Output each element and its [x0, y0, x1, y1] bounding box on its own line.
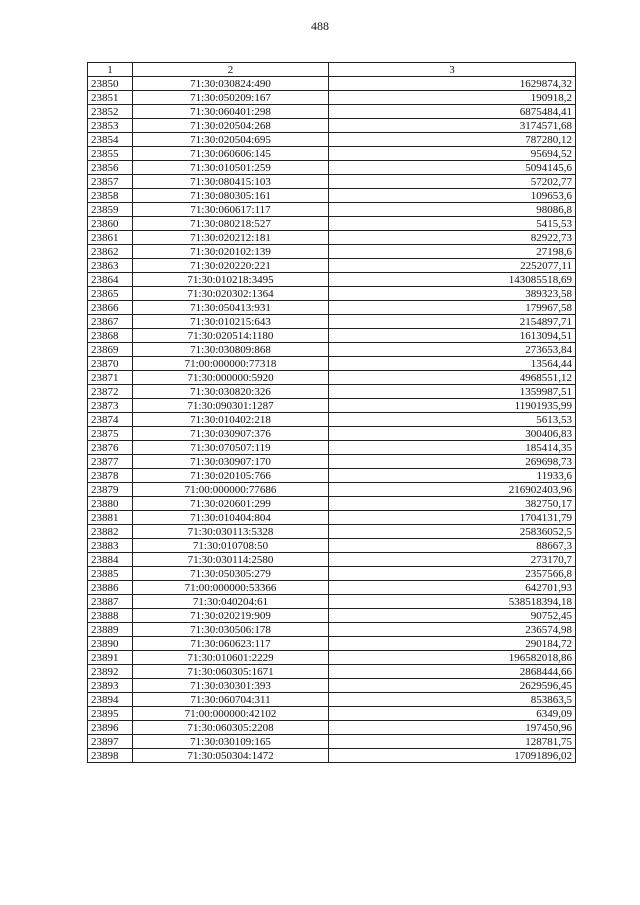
cadastral-value-cell: 82922,73	[329, 231, 576, 245]
cadastral-number-cell: 71:30:060305:2208	[133, 721, 329, 735]
cadastral-number-cell: 71:30:030907:376	[133, 427, 329, 441]
cadastral-number-cell: 71:30:090301:1287	[133, 399, 329, 413]
cadastral-value-cell: 273170,7	[329, 553, 576, 567]
cadastral-value-cell: 290184,72	[329, 637, 576, 651]
table-row	[88, 483, 576, 497]
cadastral-number-cell: 71:30:030824:490	[133, 77, 329, 91]
cadastral-number-cell: 71:00:000000:77686	[133, 483, 329, 497]
cadastral-value-cell: 196582018,86	[329, 651, 576, 665]
row-number-cell: 23888	[88, 609, 133, 623]
row-number-cell: 23889	[88, 623, 133, 637]
cadastral-number-cell: 71:30:050209:167	[133, 91, 329, 105]
table-row	[88, 749, 576, 763]
cadastral-number-cell: 71:30:010218:3495	[133, 273, 329, 287]
cadastral-number-cell: 71:30:080415:103	[133, 175, 329, 189]
table-row	[88, 413, 576, 427]
row-number-cell: 23876	[88, 441, 133, 455]
table-row	[88, 455, 576, 469]
row-number-cell: 23886	[88, 581, 133, 595]
cadastral-value-cell: 389323,58	[329, 287, 576, 301]
row-number-cell: 23855	[88, 147, 133, 161]
cadastral-value-cell: 25836052,5	[329, 525, 576, 539]
cadastral-number-cell: 71:30:020219:909	[133, 609, 329, 623]
table-row	[88, 175, 576, 189]
cadastral-value-cell: 185414,35	[329, 441, 576, 455]
row-number-cell: 23868	[88, 329, 133, 343]
cadastral-value-cell: 143085518,69	[329, 273, 576, 287]
table-row	[88, 77, 576, 91]
cadastral-number-cell: 71:30:020514:1180	[133, 329, 329, 343]
row-number-cell: 23867	[88, 315, 133, 329]
row-number-cell: 23879	[88, 483, 133, 497]
cadastral-value-cell: 2868444,66	[329, 665, 576, 679]
cadastral-value-cell: 1359987,51	[329, 385, 576, 399]
row-number-cell: 23856	[88, 161, 133, 175]
row-number-cell: 23884	[88, 553, 133, 567]
cadastral-number-cell: 71:30:030113:5328	[133, 525, 329, 539]
cadastral-number-cell: 71:30:050304:1472	[133, 749, 329, 763]
cadastral-number-cell: 71:30:020302:1364	[133, 287, 329, 301]
cadastral-value-cell: 300406,83	[329, 427, 576, 441]
cadastral-value-cell: 6875484,41	[329, 105, 576, 119]
cadastral-value-cell: 5415,53	[329, 217, 576, 231]
table-row	[88, 245, 576, 259]
table-row	[88, 427, 576, 441]
cadastral-value-cell: 11933,6	[329, 469, 576, 483]
cadastral-value-cell: 128781,75	[329, 735, 576, 749]
row-number-cell: 23864	[88, 273, 133, 287]
row-number-cell: 23852	[88, 105, 133, 119]
table-row	[88, 231, 576, 245]
page-number: 488	[311, 19, 329, 33]
table-row	[88, 525, 576, 539]
table-row	[88, 665, 576, 679]
cadastral-value-cell: 179967,58	[329, 301, 576, 315]
row-number-cell: 23873	[88, 399, 133, 413]
cadastral-number-cell: 71:30:080218:527	[133, 217, 329, 231]
cadastral-number-cell: 71:30:010601:2229	[133, 651, 329, 665]
cadastral-number-cell: 71:30:060623:117	[133, 637, 329, 651]
row-number-cell: 23882	[88, 525, 133, 539]
row-number-cell: 23871	[88, 371, 133, 385]
table-row	[88, 637, 576, 651]
cadastral-number-cell: 71:30:030820:326	[133, 385, 329, 399]
cadastral-value-cell: 2629596,45	[329, 679, 576, 693]
table-row	[88, 735, 576, 749]
cadastral-value-cell: 98086,8	[329, 203, 576, 217]
table-row	[88, 315, 576, 329]
cadastral-number-cell: 71:30:080305:161	[133, 189, 329, 203]
cadastral-number-cell: 71:30:020504:695	[133, 133, 329, 147]
table-row	[88, 105, 576, 119]
cadastral-value-cell: 216902403,96	[329, 483, 576, 497]
cadastral-number-cell: 71:30:000000:5920	[133, 371, 329, 385]
table-row	[88, 581, 576, 595]
table-row	[88, 147, 576, 161]
cadastral-number-cell: 71:30:020601:299	[133, 497, 329, 511]
cadastral-number-cell: 71:30:010501:259	[133, 161, 329, 175]
row-number-cell: 23859	[88, 203, 133, 217]
row-number-cell: 23853	[88, 119, 133, 133]
cadastral-number-cell: 71:30:030506:178	[133, 623, 329, 637]
table-row	[88, 91, 576, 105]
table-row	[88, 399, 576, 413]
cadastral-value-cell: 382750,17	[329, 497, 576, 511]
row-number-cell: 23850	[88, 77, 133, 91]
cadastral-number-cell: 71:30:010402:218	[133, 413, 329, 427]
cadastral-value-cell: 27198,6	[329, 245, 576, 259]
cadastral-value-cell: 13564,44	[329, 357, 576, 371]
table-row	[88, 567, 576, 581]
table-row	[88, 301, 576, 315]
row-number-cell: 23877	[88, 455, 133, 469]
cadastral-value-cell: 236574,98	[329, 623, 576, 637]
cadastral-number-cell: 71:30:060617:117	[133, 203, 329, 217]
cadastral-number-cell: 71:30:010404:804	[133, 511, 329, 525]
cadastral-value-cell: 5613,53	[329, 413, 576, 427]
row-number-cell: 23865	[88, 287, 133, 301]
row-number-cell: 23861	[88, 231, 133, 245]
row-number-cell: 23894	[88, 693, 133, 707]
row-number-cell: 23872	[88, 385, 133, 399]
cadastral-number-cell: 71:30:020102:139	[133, 245, 329, 259]
table-row	[88, 161, 576, 175]
table-row	[88, 119, 576, 133]
column-header-number: 1	[88, 63, 133, 77]
cadastral-value-cell: 3174571,68	[329, 119, 576, 133]
row-number-cell: 23891	[88, 651, 133, 665]
row-number-cell: 23893	[88, 679, 133, 693]
table-row	[88, 287, 576, 301]
cadastral-value-cell: 853863,5	[329, 693, 576, 707]
cadastral-value-cell: 109653,6	[329, 189, 576, 203]
cadastral-number-cell: 71:30:060704:311	[133, 693, 329, 707]
cadastral-value-cell: 90752,45	[329, 609, 576, 623]
cadastral-value-cell: 269698,73	[329, 455, 576, 469]
table-row	[88, 385, 576, 399]
table-row	[88, 133, 576, 147]
cadastral-value-cell: 88667,3	[329, 539, 576, 553]
table-row	[88, 343, 576, 357]
row-number-cell: 23895	[88, 707, 133, 721]
cadastral-number-cell: 71:30:030301:393	[133, 679, 329, 693]
cadastral-value-cell: 1704131,79	[329, 511, 576, 525]
table-row	[88, 707, 576, 721]
row-number-cell: 23866	[88, 301, 133, 315]
row-number-cell: 23854	[88, 133, 133, 147]
row-number-cell: 23885	[88, 567, 133, 581]
table-row	[88, 259, 576, 273]
table-row	[88, 189, 576, 203]
table-row	[88, 357, 576, 371]
table-row	[88, 217, 576, 231]
cadastral-value-cell: 642701,93	[329, 581, 576, 595]
cadastral-value-cell: 4968551,12	[329, 371, 576, 385]
row-number-cell: 23862	[88, 245, 133, 259]
row-number-cell: 23887	[88, 595, 133, 609]
cadastral-number-cell: 71:00:000000:42102	[133, 707, 329, 721]
column-header-value: 3	[329, 63, 576, 77]
table-row	[88, 511, 576, 525]
cadastral-number-cell: 71:30:030809:868	[133, 343, 329, 357]
row-number-cell: 23896	[88, 721, 133, 735]
table-body	[88, 77, 576, 763]
table-row	[88, 371, 576, 385]
cadastral-value-cell: 273653,84	[329, 343, 576, 357]
row-number-cell: 23860	[88, 217, 133, 231]
cadastral-value-cell: 197450,96	[329, 721, 576, 735]
table-row	[88, 679, 576, 693]
table-row	[88, 623, 576, 637]
table-row	[88, 721, 576, 735]
row-number-cell: 23874	[88, 413, 133, 427]
cadastral-number-cell: 71:30:020105:766	[133, 469, 329, 483]
row-number-cell: 23898	[88, 749, 133, 763]
row-number-cell: 23883	[88, 539, 133, 553]
table-header-row	[88, 63, 576, 77]
cadastral-value-cell: 6349,09	[329, 707, 576, 721]
table-row	[88, 651, 576, 665]
row-number-cell: 23863	[88, 259, 133, 273]
cadastral-number-cell: 71:00:000000:53366	[133, 581, 329, 595]
row-number-cell: 23870	[88, 357, 133, 371]
table-row	[88, 469, 576, 483]
cadastral-value-cell: 5094145,6	[329, 161, 576, 175]
cadastral-number-cell: 71:30:020504:268	[133, 119, 329, 133]
cadastral-value-cell: 2357566,8	[329, 567, 576, 581]
cadastral-number-cell: 71:30:060606:145	[133, 147, 329, 161]
cadastral-number-cell: 71:30:050305:279	[133, 567, 329, 581]
row-number-cell: 23881	[88, 511, 133, 525]
cadastral-value-cell: 57202,77	[329, 175, 576, 189]
table-row	[88, 273, 576, 287]
cadastral-value-table	[87, 62, 576, 763]
table-row	[88, 497, 576, 511]
cadastral-value-cell: 787280,12	[329, 133, 576, 147]
cadastral-value-cell: 2154897,71	[329, 315, 576, 329]
cadastral-value-cell: 190918,2	[329, 91, 576, 105]
cadastral-number-cell: 71:30:010708:50	[133, 539, 329, 553]
table-row	[88, 441, 576, 455]
row-number-cell: 23858	[88, 189, 133, 203]
row-number-cell: 23892	[88, 665, 133, 679]
cadastral-value-cell: 1629874,32	[329, 77, 576, 91]
cadastral-number-cell: 71:30:070507:119	[133, 441, 329, 455]
row-number-cell: 23897	[88, 735, 133, 749]
table-row	[88, 609, 576, 623]
cadastral-value-cell: 11901935,99	[329, 399, 576, 413]
cadastral-number-cell: 71:30:020212:181	[133, 231, 329, 245]
cadastral-number-cell: 71:30:050413:931	[133, 301, 329, 315]
row-number-cell: 23880	[88, 497, 133, 511]
cadastral-value-cell: 95694,52	[329, 147, 576, 161]
cadastral-value-cell: 538518394,18	[329, 595, 576, 609]
row-number-cell: 23890	[88, 637, 133, 651]
table-row	[88, 203, 576, 217]
cadastral-number-cell: 71:30:030109:165	[133, 735, 329, 749]
row-number-cell: 23857	[88, 175, 133, 189]
table-row	[88, 329, 576, 343]
cadastral-number-cell: 71:00:000000:77318	[133, 357, 329, 371]
cadastral-number-cell: 71:30:030907:170	[133, 455, 329, 469]
cadastral-number-cell: 71:30:020220:221	[133, 259, 329, 273]
cadastral-number-cell: 71:30:040204:61	[133, 595, 329, 609]
column-header-cadastral-number: 2	[133, 63, 329, 77]
cadastral-number-cell: 71:30:010215:643	[133, 315, 329, 329]
table-row	[88, 693, 576, 707]
cadastral-value-cell: 1613094,51	[329, 329, 576, 343]
table-row	[88, 595, 576, 609]
table-row	[88, 553, 576, 567]
row-number-cell: 23851	[88, 91, 133, 105]
cadastral-value-cell: 2252077,11	[329, 259, 576, 273]
cadastral-number-cell: 71:30:060305:1671	[133, 665, 329, 679]
table-row	[88, 539, 576, 553]
row-number-cell: 23869	[88, 343, 133, 357]
row-number-cell: 23878	[88, 469, 133, 483]
cadastral-number-cell: 71:30:030114:2580	[133, 553, 329, 567]
cadastral-number-cell: 71:30:060401:298	[133, 105, 329, 119]
row-number-cell: 23875	[88, 427, 133, 441]
cadastral-value-cell: 17091896,02	[329, 749, 576, 763]
